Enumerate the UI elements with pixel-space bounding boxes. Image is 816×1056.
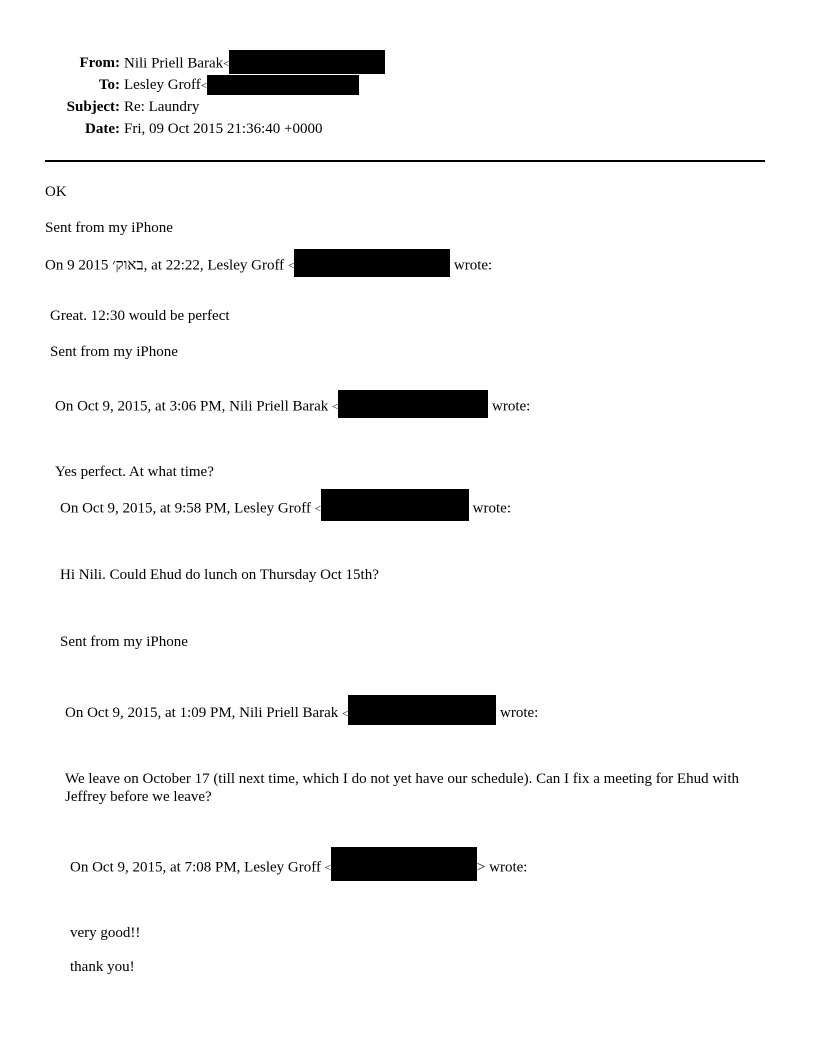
date-label: Date:: [85, 121, 120, 137]
sent-from-iphone: Sent from my iPhone: [60, 634, 188, 650]
quote-header-2: [55, 396, 530, 418]
body-line-ok: OK: [45, 184, 67, 200]
header-divider: [45, 160, 765, 162]
quote-header-text: On Oct 9, 2015, at 9:58 PM, Lesley Groff: [60, 500, 311, 517]
message-text: thank you!: [70, 959, 135, 975]
subject-label: Subject:: [66, 99, 120, 115]
angle-bracket: <: [324, 862, 331, 874]
angle-bracket: <: [342, 707, 349, 720]
quote-header-5: [70, 855, 527, 881]
redaction-box: [348, 695, 496, 725]
angle-bracket: <: [332, 401, 339, 413]
angle-bracket: <: [314, 503, 321, 515]
quote-header-wrote: > wrote:: [476, 859, 528, 876]
quote-header-4: [65, 702, 538, 725]
quote-header-text: On Oct 9, 2015, at 7:08 PM, Lesley Groff: [70, 859, 321, 876]
from-label: From:: [79, 55, 120, 71]
quote-header-3: [60, 497, 511, 521]
quote-header-1: [45, 255, 492, 277]
date-value: Fri, 09 Oct 2015 21:36:40 +0000: [124, 121, 323, 137]
to-label: To:: [98, 77, 120, 93]
redaction-box: [338, 390, 488, 418]
redaction-box: [294, 249, 450, 277]
angle-bracket: <: [200, 79, 207, 92]
quote-header-text: On 9 2015 באוק׳, at 22:22, Lesley Groff: [45, 257, 285, 274]
from-name: Nili Priell Barak: [124, 55, 224, 72]
quote-header-wrote: wrote:: [472, 500, 511, 517]
to-name: Lesley Groff: [124, 77, 201, 93]
message-text: very good!!: [70, 925, 141, 941]
message-text: Yes perfect. At what time?: [55, 464, 214, 480]
redaction-box: [207, 75, 359, 95]
quote-header-wrote: wrote:: [492, 398, 531, 415]
quote-header-text: On Oct 9, 2015, at 3:06 PM, Nili Priell Barak: [55, 398, 329, 415]
quote-header-wrote: wrote:: [500, 704, 539, 721]
message-text: Great. 12:30 would be perfect: [50, 308, 230, 324]
message-text: Hi Nili. Could Ehud do lunch on Thursday Oct 15th?: [60, 567, 379, 583]
to-value: [124, 76, 359, 95]
redaction-box: [331, 847, 477, 881]
from-value: [124, 54, 385, 74]
redaction-box: [229, 50, 385, 74]
quote-header-wrote: wrote:: [453, 257, 493, 274]
quote-header-text: On Oct 9, 2015, at 1:09 PM, Nili Priell Barak: [65, 704, 339, 721]
redaction-box: [321, 489, 469, 521]
angle-bracket: <: [287, 260, 295, 272]
subject-value: Re: Laundry: [124, 99, 200, 115]
sent-from-iphone: Sent from my iPhone: [50, 344, 178, 360]
message-text: We leave on October 17 (till next time, which I do not yet have our schedule). Can I fix a meeting for Ehud with Jeffrey before we leave?: [65, 771, 740, 805]
angle-bracket: <: [223, 58, 230, 70]
sent-from-iphone: Sent from my iPhone: [45, 220, 173, 236]
